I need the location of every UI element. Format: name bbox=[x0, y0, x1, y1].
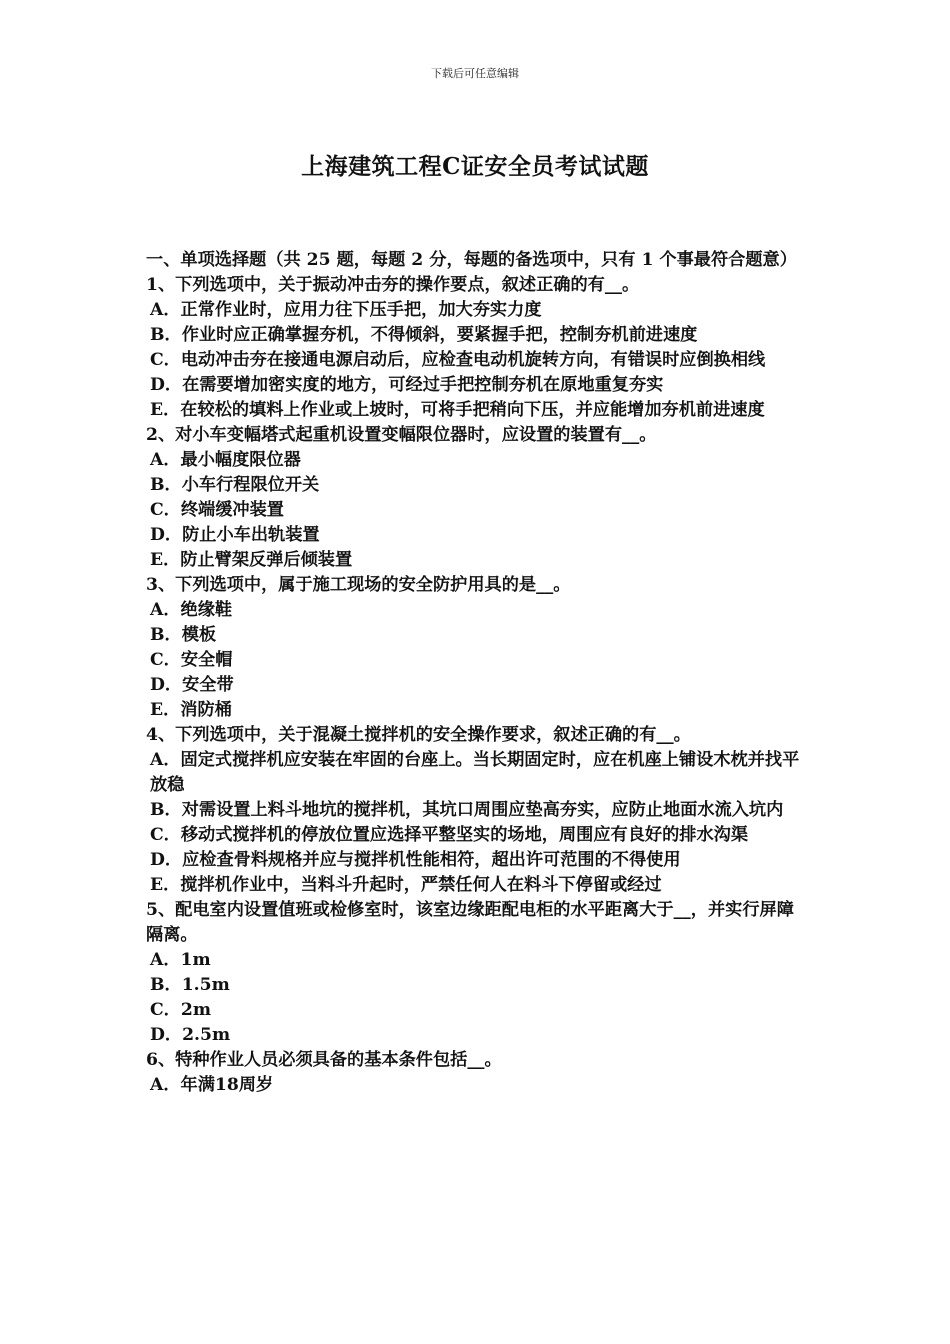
option-e: E．防止臂架反弹后倾装置 bbox=[150, 550, 353, 570]
option-a: A．绝缘鞋 bbox=[150, 600, 233, 620]
question-4 bbox=[146, 723, 810, 898]
option-b: B．模板 bbox=[150, 625, 217, 645]
option-a: A．1m bbox=[150, 950, 211, 970]
option-d: D．安全带 bbox=[150, 675, 234, 695]
document-title: 上海建筑工程C证安全员考试试题 bbox=[301, 153, 649, 180]
question-3 bbox=[146, 573, 810, 723]
option-e: E．搅拌机作业中，当料斗升起时，严禁任何人在料斗下停留或经过 bbox=[150, 875, 662, 895]
option-c: C．电动冲击夯在接通电源启动后，应检查电动机旋转方向，有错误时应倒换相线 bbox=[150, 350, 766, 370]
option-b: B．作业时应正确掌握夯机，不得倾斜，要紧握手把，控制夯机前进速度 bbox=[150, 325, 698, 345]
option-a: A．正常作业时，应用力往下压手把，加大夯实力度 bbox=[150, 300, 542, 320]
option-d: D．应检查骨料规格并应与搅拌机性能相符，超出许可范围的不得使用 bbox=[150, 850, 681, 870]
option-b: B．对需设置上料斗地坑的搅拌机，其坑口周围应垫高夯实，应防止地面水流入坑内 bbox=[150, 800, 784, 820]
option-a: A．固定式搅拌机应安装在牢固的台座上。当长期固定时，应在机座上铺设木枕并找平放稳 bbox=[150, 750, 800, 795]
question-1 bbox=[146, 273, 810, 423]
question-5 bbox=[146, 898, 810, 1048]
document-body bbox=[146, 248, 810, 1098]
option-c: C．移动式搅拌机的停放位置应选择平整坚实的场地，周围应有良好的排水沟渠 bbox=[150, 825, 749, 845]
section-heading: 一、单项选择题（共 25 题，每题 2 分，每题的备选项中，只有 1 个事最符合题意） bbox=[146, 250, 797, 270]
option-b: B．小车行程限位开关 bbox=[150, 475, 320, 495]
question-stem: 1、下列选项中，关于振动冲击夯的操作要点，叙述正确的有__。 bbox=[146, 275, 640, 295]
option-c: C．2m bbox=[150, 1000, 212, 1020]
option-d: D．防止小车出轨装置 bbox=[150, 525, 320, 545]
question-2 bbox=[146, 423, 810, 573]
option-d: D．在需要增加密实度的地方，可经过手把控制夯机在原地重复夯实 bbox=[150, 375, 664, 395]
option-e: E．在较松的填料上作业或上坡时，可将手把稍向下压，并应能增加夯机前进速度 bbox=[150, 400, 765, 420]
header-note: 下载后可任意编辑 bbox=[431, 67, 519, 80]
option-d: D．2.5m bbox=[150, 1025, 231, 1045]
option-a: A．年满18周岁 bbox=[150, 1075, 274, 1095]
option-c: C．安全帽 bbox=[150, 650, 233, 670]
question-stem: 2、对小车变幅塔式起重机设置变幅限位器时，应设置的装置有__。 bbox=[146, 425, 657, 445]
question-stem: 5、配电室内设置值班或检修室时，该室边缘距配电柜的水平距离大于__，并实行屏障隔离。 bbox=[146, 900, 794, 945]
question-stem: 4、下列选项中，关于混凝土搅拌机的安全操作要求，叙述正确的有__。 bbox=[146, 725, 691, 745]
option-e: E．消防桶 bbox=[150, 700, 232, 720]
question-6 bbox=[146, 1048, 810, 1098]
option-c: C．终端缓冲装置 bbox=[150, 500, 284, 520]
question-stem: 6、特种作业人员必须具备的基本条件包括__。 bbox=[146, 1050, 502, 1070]
option-b: B．1.5m bbox=[150, 975, 230, 995]
question-stem: 3、下列选项中，属于施工现场的安全防护用具的是__。 bbox=[146, 575, 571, 595]
option-a: A．最小幅度限位器 bbox=[150, 450, 301, 470]
